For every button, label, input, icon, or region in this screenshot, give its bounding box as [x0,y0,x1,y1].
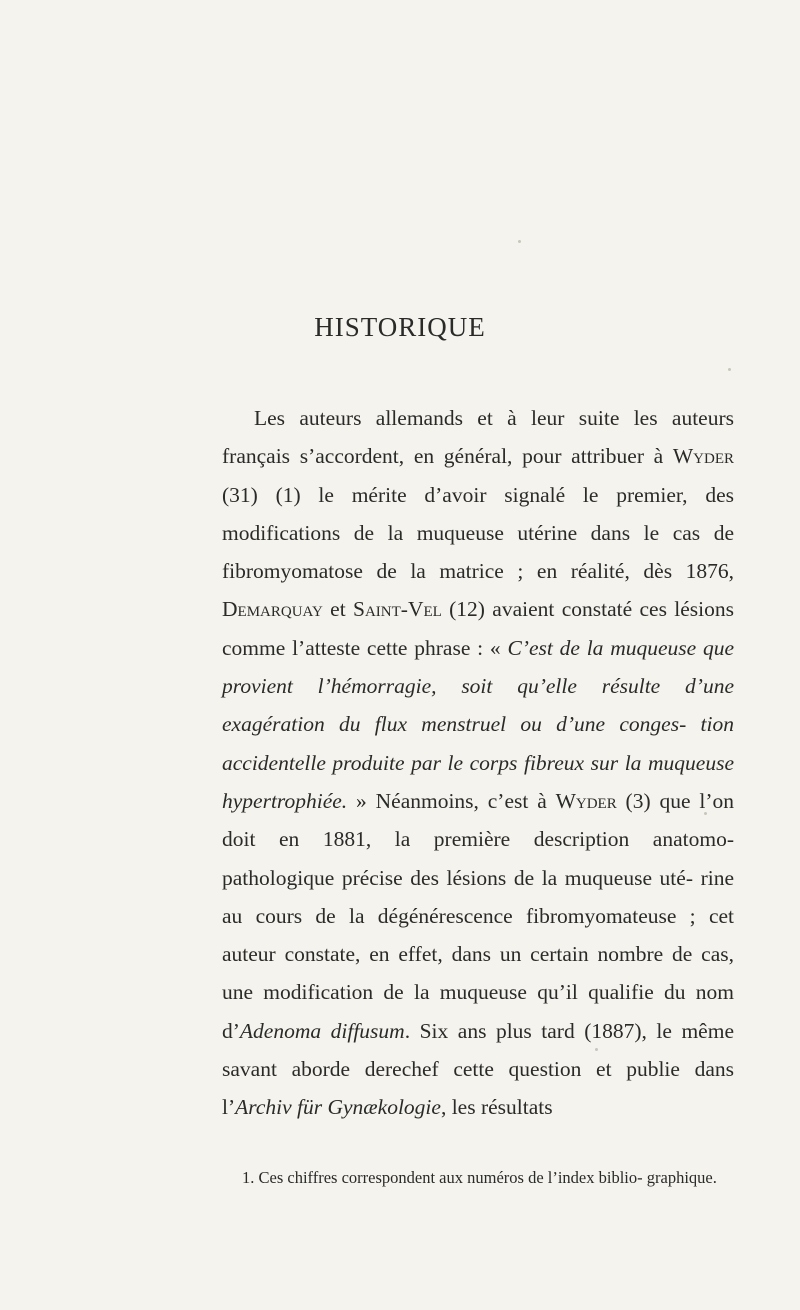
text-run: et [322,597,354,622]
paper-speck [518,240,521,243]
text-run: (31) (1) le mérite d’avoir signalé le premier, des modifications de la muqueuse utérine dans le cas de fibromyomatose de la matrice ; en réalité, dès 1876, [222,482,734,584]
author-name-saint-vel: Saint-Vel [353,597,442,622]
term-adenoma-diffusum: Adenoma diffusum [239,1018,405,1043]
quotation: C’est de la muqueuse que provient l’hémorragie, soit qu’elle résulte d’une exagération du flux menstruel ou d’une conges- tion accidentelle produite par le corps fibreux sur la muqueuse hypertrophiée. [222,635,735,813]
text-run: (12) avaient constaté ces lésions comme l’atteste cette phrase : « [222,597,734,660]
text-run: (3) que l’on doit en 1881, la première description anatomo- pathologique précise des lésions de la muqueuse uté- rine au cours de la dégénérescence fibromyomateuse ; cet auteur constate, en effet, dans un certain nombre de cas, une modification de la muqueuse qu’il qualifie du nom d’ [222,788,734,1043]
body-paragraph [222,399,734,1127]
text-run: Les auteurs allemands et à leur suite les auteurs français s’accordent, en général, pour attribuer à [222,406,734,469]
text-run: . Six ans plus tard (1887), le même savant aborde derechef cette question et publie dans l’ [222,1018,734,1120]
author-name-wyder: Wyder [672,444,734,469]
section-heading: HISTORIQUE [314,312,486,342]
text-run: , les résultats [440,1095,553,1120]
footnote: 1. Ces chiffres correspondent aux numéros de l’index biblio- graphique. [242,1168,717,1187]
author-name-wyder: Wyder [555,788,617,813]
text-run: » Néanmoins, c’est à [347,788,556,813]
journal-title: Archiv für Gynækologie [235,1095,441,1120]
author-name-demarquay: Demarquay [222,597,323,622]
paper-speck [728,368,731,371]
